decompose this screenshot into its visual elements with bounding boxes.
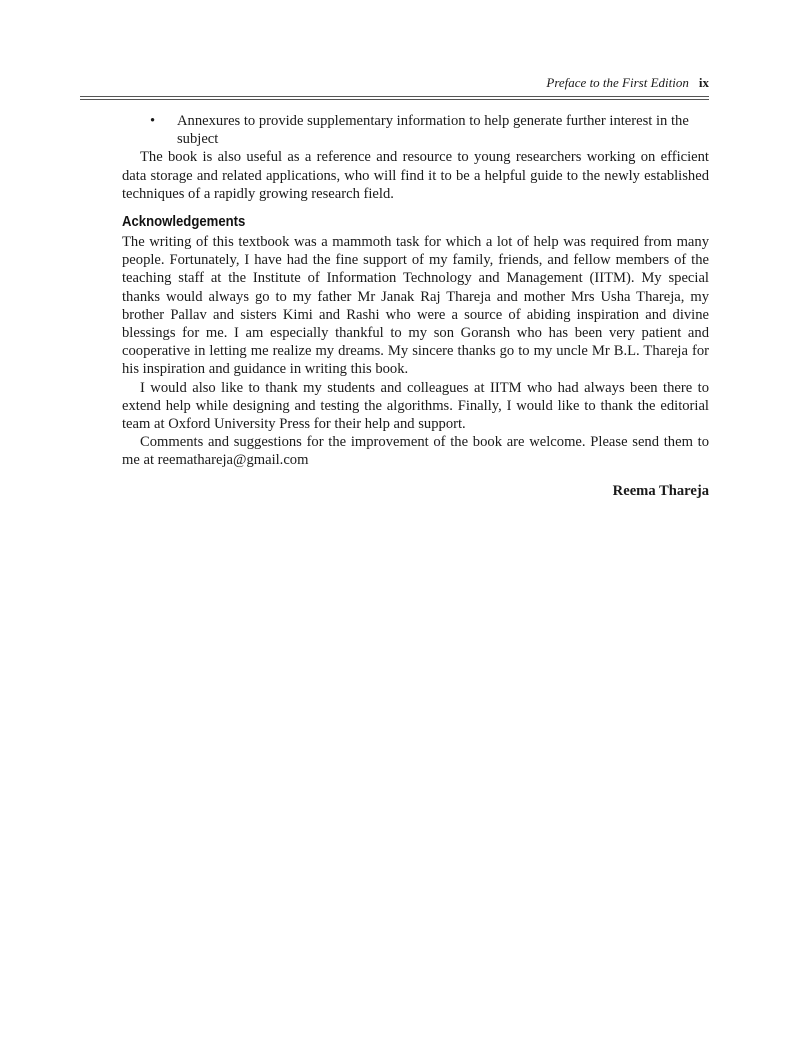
header-rule-bottom [80, 99, 709, 100]
running-head [80, 74, 709, 92]
acknowledgements-paragraph-3: Comments and suggestions for the improvement of the book are welcome. Please send them to me at reemathareja@gmail.com [122, 434, 709, 469]
header-rule-top [80, 96, 709, 97]
intro-paragraph: The book is also useful as a reference and resource to young researchers working on efficient data storage and related applications, who will find it to be a helpful guide to the newly established techniques of a rapidly growing research field. [122, 149, 709, 202]
author-signature: Reema Thareja [612, 482, 709, 499]
acknowledgements-paragraph-2: I would also like to thank my students and colleagues at IITM who had always been there to extend help while designing and testing the algorithms. Finally, I would like to thank the editorial team at Oxford University Press for their help and support. [122, 379, 709, 433]
running-head-title: Preface to the First Edition [546, 75, 689, 90]
page-number: ix [698, 75, 709, 90]
bullet-dot-icon: • [150, 113, 156, 129]
acknowledgements-paragraph-1: The writing of this textbook was a mammoth task for which a lot of help was required from many people. Fortunately, I have had the fine support of my family, friends, and fellow members of the teaching staff at the Institute of Information Technology and Management (IITM). My special thanks would always go to my father Mr Janak Raj Thareja and mother Mrs Usha Thareja, my brother Pallav and sisters Kimi and Rashi who were a source of abiding inspiration and divine blessings for me. I am especially thankful to my son Goransh who has been very patient and cooperative in letting me realize my dreams. My sincere thanks go to my uncle Mr B.L. Thareja for his inspiration and guidance in writing this book. [122, 234, 709, 378]
acknowledgements-heading: Acknowledgements [122, 214, 246, 231]
bullet-list-item [122, 112, 709, 148]
bullet-text: Annexures to provide supplementary information to help generate further interest in the subject [177, 113, 689, 148]
page-body [122, 112, 709, 500]
